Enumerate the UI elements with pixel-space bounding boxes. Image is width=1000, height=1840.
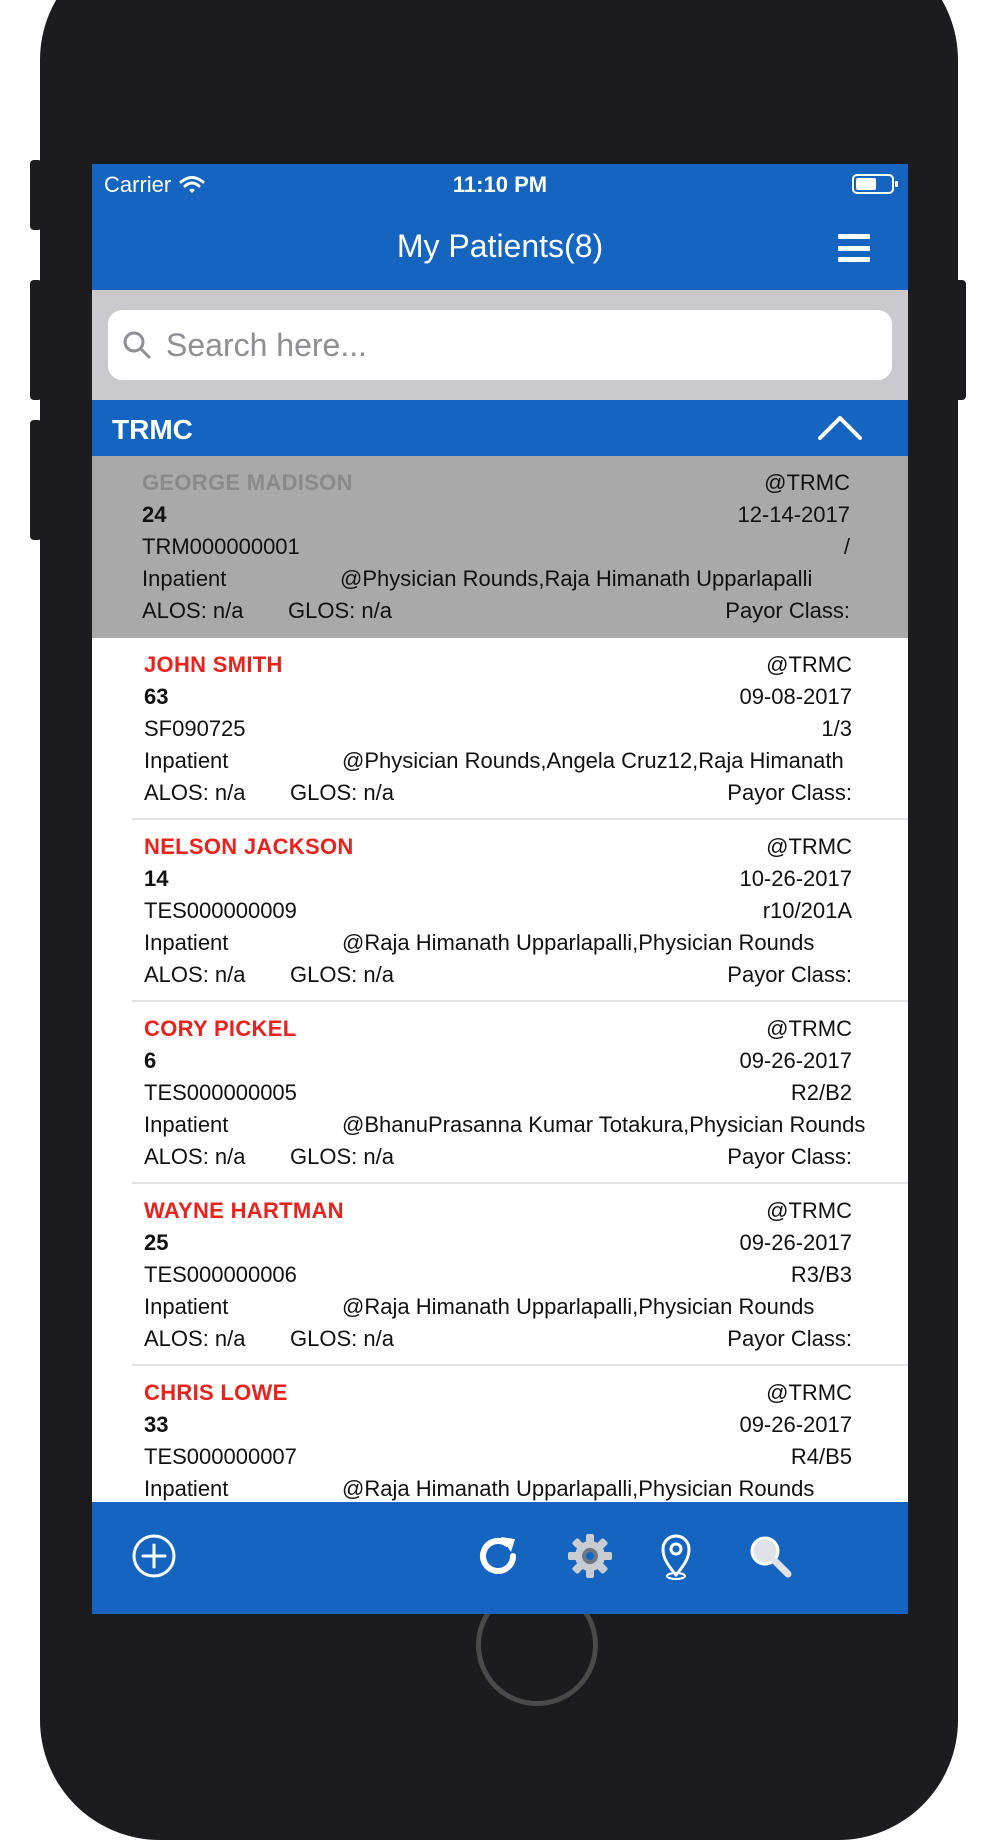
add-button[interactable]: [122, 1524, 186, 1588]
patient-type: Inpatient: [144, 748, 229, 773]
patient-glos: GLOS: n/a: [290, 962, 394, 987]
settings-gear-icon: [565, 1531, 615, 1581]
location-button[interactable]: [644, 1524, 708, 1588]
patient-name: CHRIS LOWE: [144, 1380, 288, 1405]
patient-payor: Payor Class:: [727, 1326, 852, 1351]
patient-mrn: SF090725: [144, 716, 246, 741]
patient-name: WAYNE HARTMAN: [144, 1198, 344, 1223]
status-bar: [92, 164, 908, 206]
patient-list: [92, 456, 908, 1501]
search-icon: [122, 330, 152, 360]
patient-type: Inpatient: [142, 566, 227, 591]
patient-rounds: @Raja Himanath Upparlapalli,Physician Rounds: [342, 1476, 815, 1501]
battery-icon: [852, 174, 894, 194]
patient-rounds: @Physician Rounds,Raja Himanath Upparlapalli: [340, 566, 813, 591]
patient-glos: GLOS: n/a: [290, 1144, 394, 1169]
patient-name: CORY PICKEL: [144, 1016, 297, 1041]
patient-row[interactable]: [92, 456, 908, 638]
patient-row[interactable]: [132, 638, 908, 820]
patient-room: R4/B5: [790, 1444, 852, 1469]
section-label: TRMC: [112, 414, 193, 445]
search-icon: [746, 1532, 794, 1580]
patient-facility: @TRMC: [766, 1198, 852, 1223]
patient-rounds: @BhanuPrasanna Kumar Totakura,Physician Rounds: [342, 1112, 866, 1137]
status-time: 11:10 PM: [452, 172, 548, 197]
location-pin-icon: [656, 1531, 696, 1581]
patient-date: 10-26-2017: [739, 866, 852, 891]
patient-mrn: TES000000005: [144, 1080, 297, 1105]
search-button[interactable]: [738, 1524, 802, 1588]
patient-type: Inpatient: [144, 1476, 229, 1501]
patient-name: NELSON JACKSON: [144, 834, 354, 859]
patient-glos: GLOS: n/a: [288, 598, 392, 623]
patient-facility: @TRMC: [764, 470, 850, 495]
patient-room: /: [843, 534, 850, 559]
patient-mrn: TES000000007: [144, 1444, 297, 1469]
patient-glos: GLOS: n/a: [290, 1326, 394, 1351]
patient-payor: Payor Class:: [727, 962, 852, 987]
refresh-icon: [473, 1531, 523, 1581]
patient-age: 63: [144, 684, 169, 709]
patient-rounds: @Physician Rounds,Angela Cruz12,Raja Himanath: [342, 748, 844, 773]
patient-date: 09-08-2017: [739, 684, 852, 709]
page-title: My Patients(8): [396, 228, 604, 264]
patient-row[interactable]: [132, 1184, 908, 1366]
patient-type: Inpatient: [144, 1294, 229, 1319]
volume-down-button: [30, 420, 42, 540]
patient-facility: @TRMC: [766, 1380, 852, 1405]
patient-room: R2/B2: [790, 1080, 852, 1105]
carrier-label: Carrier: [104, 172, 172, 197]
patient-alos: ALOS: n/a: [144, 962, 246, 987]
patient-date: 12-14-2017: [737, 502, 850, 527]
search-input[interactable]: [164, 326, 848, 365]
patient-room: 1/3: [821, 716, 852, 741]
patient-room: r10/201A: [762, 898, 852, 923]
patient-payor: Payor Class:: [727, 780, 852, 805]
mute-switch: [30, 160, 42, 230]
settings-button[interactable]: [558, 1524, 622, 1588]
patient-alos: ALOS: n/a: [144, 1326, 246, 1351]
patient-date: 09-26-2017: [739, 1048, 852, 1073]
patient-mrn: TES000000009: [144, 898, 297, 923]
section-header-trmc[interactable]: [92, 400, 908, 456]
patient-payor: Payor Class:: [727, 1144, 852, 1169]
patient-alos: ALOS: n/a: [144, 1144, 246, 1169]
add-icon: [131, 1533, 177, 1579]
volume-up-button: [30, 280, 42, 400]
navigation-bar: [92, 206, 908, 290]
refresh-button[interactable]: [466, 1524, 530, 1588]
patient-type: Inpatient: [144, 1112, 229, 1137]
patient-name: JOHN SMITH: [144, 652, 283, 677]
patient-name: GEORGE MADISON: [142, 470, 353, 495]
patient-date: 09-26-2017: [739, 1412, 852, 1437]
app-screen: [92, 164, 908, 1614]
patient-row[interactable]: [132, 820, 908, 1002]
patient-rounds: @Raja Himanath Upparlapalli,Physician Rounds: [342, 1294, 815, 1319]
patient-age: 24: [142, 502, 167, 527]
hamburger-menu-icon[interactable]: [838, 234, 870, 262]
patient-type: Inpatient: [144, 930, 229, 955]
chevron-up-icon[interactable]: [816, 412, 864, 442]
patient-mrn: TRM000000001: [142, 534, 300, 559]
power-button: [954, 280, 966, 400]
patient-row[interactable]: [132, 1002, 908, 1184]
patient-glos: GLOS: n/a: [290, 780, 394, 805]
patient-alos: ALOS: n/a: [142, 598, 244, 623]
patient-age: 6: [144, 1048, 157, 1073]
patient-age: 14: [144, 866, 169, 891]
patient-payor: Payor Class:: [725, 598, 850, 623]
patient-age: 25: [144, 1230, 169, 1255]
search-bar: [92, 290, 908, 400]
patient-alos: ALOS: n/a: [144, 780, 246, 805]
search-box[interactable]: [108, 310, 892, 380]
patient-facility: @TRMC: [766, 652, 852, 677]
patient-facility: @TRMC: [766, 834, 852, 859]
patient-room: R3/B3: [790, 1262, 852, 1287]
patient-rounds: @Raja Himanath Upparlapalli,Physician Rounds: [342, 930, 815, 955]
bottom-toolbar: [92, 1502, 908, 1614]
patient-facility: @TRMC: [766, 1016, 852, 1041]
patient-date: 09-26-2017: [739, 1230, 852, 1255]
patient-age: 33: [144, 1412, 169, 1437]
patient-mrn: TES000000006: [144, 1262, 297, 1287]
